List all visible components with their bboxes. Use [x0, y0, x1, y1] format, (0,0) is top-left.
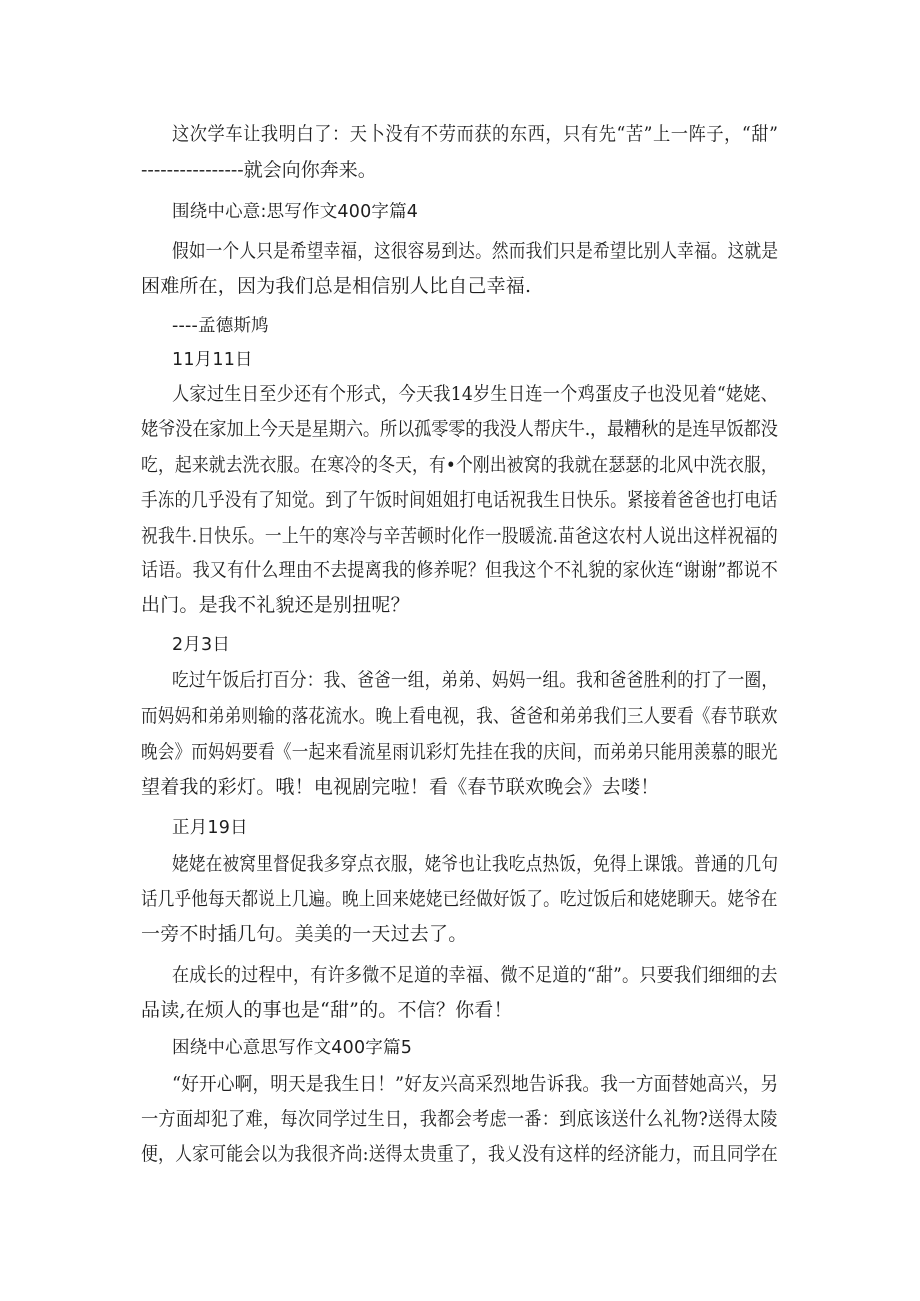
text-line: 姥姥在被窝里督促我多穿点衣服，姥爷也让我吃点热饭，免得上课饿。普通的几句 — [172, 853, 779, 875]
text-line: 祝我牛.日快乐。一上午的寒冷与辛苦顿时化作一股暖流.苗爸这农村人说出这样祝福的 — [141, 525, 778, 547]
text-line: 在成长的过程中，有许多微不足道的幸福、微不足道的“甜”。只要我们细细的去 — [172, 964, 778, 986]
text-line: 而妈妈和弟弟则输的落花流水。晚上看电视，我、爸爸和弟弟我们三人要看《春节联欢 — [141, 705, 778, 727]
text-line: 话几乎他每天都说上几遍。晚上回来姥姥已经做好饭了。吃过饭后和姥姥聊天。姥爷在 — [141, 888, 778, 910]
text-line: 品读,在烦人的事也是“甜”的。不信？你看！ — [141, 999, 513, 1021]
section-heading: 困绕中心意思写作文400字篇5 — [172, 1038, 413, 1058]
section-heading: 围绕中心意:思写作文400字篇4 — [172, 202, 419, 222]
text-line: 手冻的几乎没有了知觉。到了午饭时间姐姐打电话祝我生日快乐。紧接着爸爸也打电话 — [141, 489, 778, 511]
text-line: 困难所在，因为我们总是相信别人比自己幸福. — [141, 275, 532, 297]
text-line: 便，人家可能会以为我很齐尚:送得太贵重了，我乂没有这样的经济能力，而且同学在 — [141, 1143, 778, 1165]
text-line: 望着我的彩灯。哦！电视剧完啦！看《春节联欢晚会》去喽！ — [141, 776, 660, 798]
text-line: 一旁不时插几句。美美的一天过去了。 — [141, 923, 468, 945]
text-line: 吃过午饭后打百分：我、爸爸一组，弟弟、妈妈一组。我和爸爸胜利的打了一圈， — [172, 669, 779, 691]
text-line: 这次学车让我明白了：天卜没有不劳而获的东西，只有先“苦”上一阵子，“甜” — [172, 123, 779, 145]
text-line: 人家过生日至少还有个形式，今天我14岁生日连一个鸡蛋皮子也没见着“姥姥、 — [172, 383, 779, 405]
text-line: 出门。是我不礼貌还是别扭呢？ — [141, 594, 410, 616]
text-line: 吃，起来就去洗衣服。在寒冷的冬天，有•个刚出被窝的我就在瑟瑟的北风中洗衣服， — [141, 454, 778, 476]
date-heading: 11月11日 — [172, 350, 253, 370]
date-heading: 2月3日 — [172, 635, 231, 655]
text-line: “好开心啊，明天是我生日！”好友兴高采烈地告诉我。我一方面替她高兴，另 — [172, 1073, 779, 1095]
date-heading: 正月19日 — [172, 818, 248, 838]
text-line: 晚会》而妈妈要看《一起来看流星雨讥彩灯先挂在我的庆间，而弟弟只能用羡慕的眼光 — [141, 741, 778, 763]
author-attribution: ----孟德斯鸠 — [172, 316, 269, 336]
text-line: 话语。我又有什么理由不去提离我的修养呢？但我这个不礼貌的家伙连“谢谢”都说不 — [141, 559, 779, 581]
text-line: 假如一个人只是希望幸福，这很容易到达。然而我们只是希望比别人幸福。这就是 — [172, 240, 779, 262]
text-line: 一方面却犯了难，每次同学过生日，我都会考虑一番：到底该送什么礼物?送得太陵 — [141, 1108, 778, 1130]
text-line: 姥爷没在家加上今天是星期六。所以孤零零的我没人帮庆牛.，最糟秋的是连早饭都没 — [141, 418, 778, 440]
text-line: ----------------就会向你奔来。 — [141, 159, 377, 181]
